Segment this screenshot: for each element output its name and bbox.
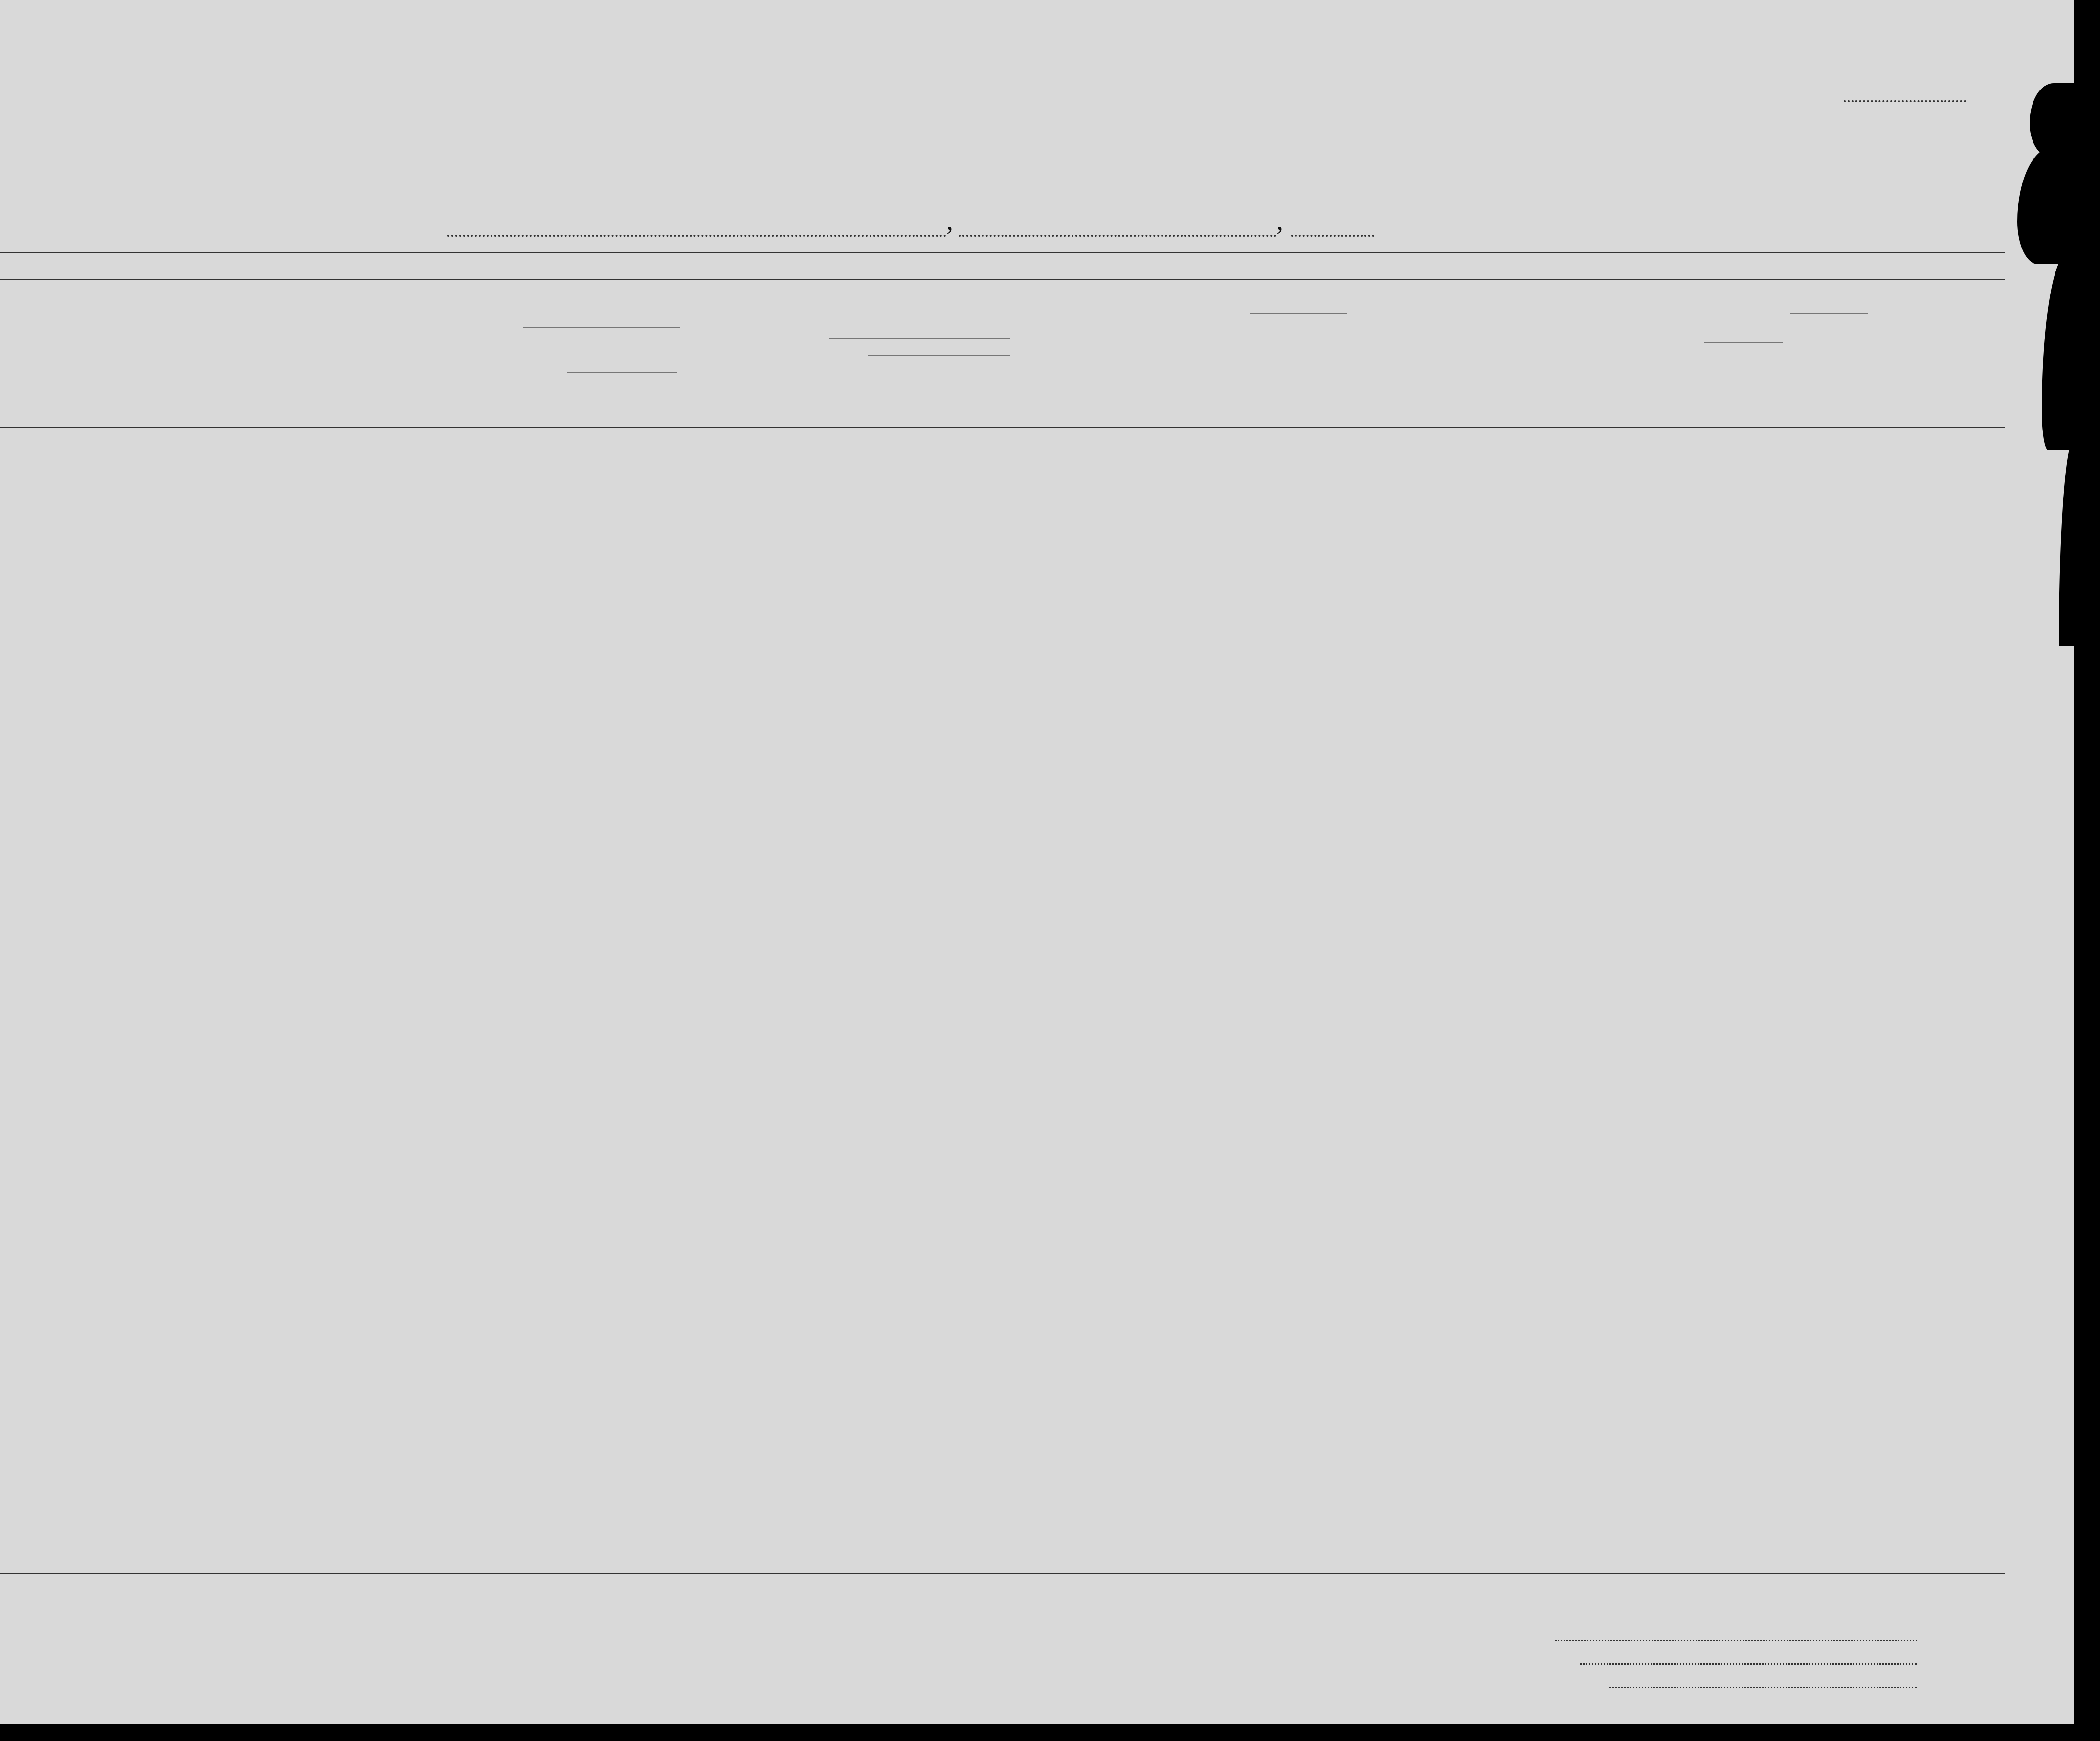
c22-sub-rule — [829, 338, 1010, 339]
c24-sub-rule — [1250, 313, 1347, 314]
torn-edge-lower — [2059, 440, 2074, 646]
table-bottom-rule — [0, 1573, 2005, 1574]
port-comma: , — [946, 206, 953, 236]
header-bottom-rule — [0, 427, 2005, 428]
torn-edge-upper — [2017, 147, 2074, 264]
local-agents-fill — [1609, 1687, 1917, 1688]
torn-edge-mid — [2042, 254, 2074, 450]
line-fill — [1555, 1640, 1917, 1641]
c36-sub-rule — [1790, 313, 1868, 314]
c34-sub-rule — [1704, 342, 1783, 343]
c18-usa-rule — [567, 372, 677, 373]
c18-sub-rule — [523, 327, 680, 328]
table-top-rule — [0, 252, 2005, 253]
port-fill-line — [447, 235, 946, 237]
torn-edge-top — [2030, 83, 2074, 157]
date-comma: , — [1276, 206, 1283, 236]
header-num-rule — [0, 279, 2005, 280]
year-fill-line — [1291, 235, 1374, 237]
list-fill-line — [1844, 100, 1966, 102]
owners-fill — [1580, 1663, 1917, 1665]
date-fill-line — [959, 235, 1276, 237]
c22-ifyes-rule — [868, 355, 1010, 356]
